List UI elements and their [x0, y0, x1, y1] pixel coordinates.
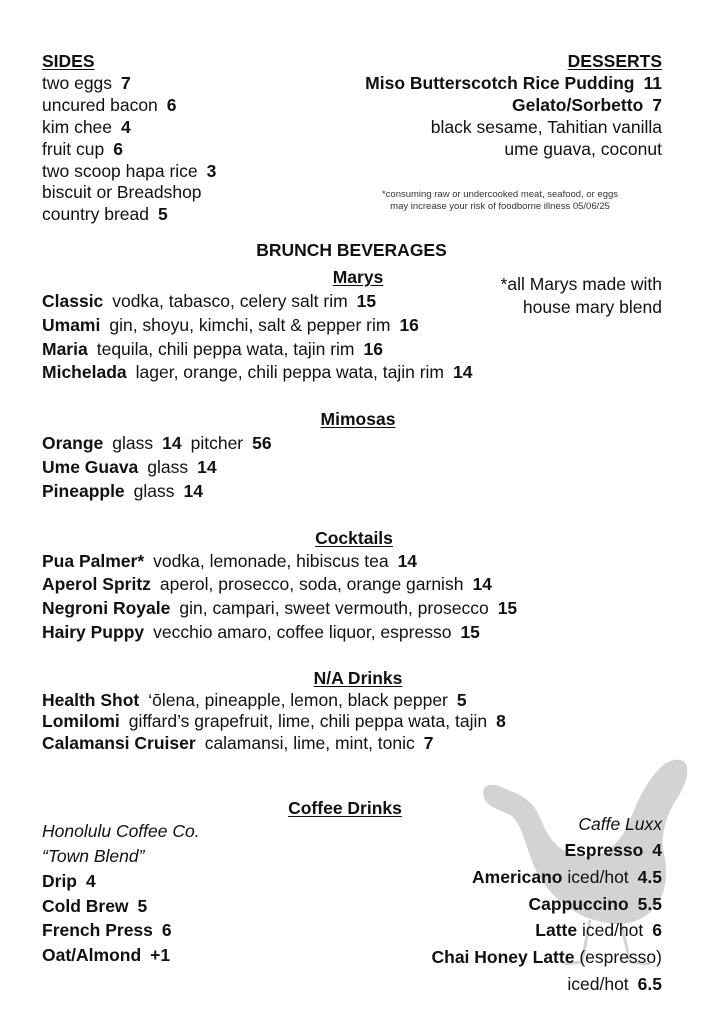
dessert-flavors: ume guava, coconut	[504, 139, 662, 159]
brunch-beverages-title: BRUNCH BEVERAGES	[256, 240, 447, 260]
cocktails-title: Cocktails	[315, 528, 393, 548]
menu-item: Negroni Royale gin, campari, sweet vermouth, prosecco 15	[42, 598, 518, 618]
menu-item: Americano iced/hot 4.5	[472, 867, 662, 887]
menu-item: Latte iced/hot 6	[535, 920, 662, 940]
list-item: two scoop hapa rice 3	[42, 161, 217, 181]
menu-item: Oat/Almond +1	[42, 945, 171, 965]
list-item: biscuit or Breadshop	[42, 182, 202, 202]
coffee-title: Coffee Drinks	[288, 798, 402, 818]
roaster-name: Honolulu Coffee Co.	[42, 821, 200, 841]
sides-title: SIDES	[42, 51, 95, 71]
blend-name: “Town Blend”	[42, 846, 145, 866]
menu-item: Cold Brew 5	[42, 896, 148, 916]
list-item: two eggs 7	[42, 73, 131, 93]
menu-item: Orange glass 14 pitcher 56	[42, 433, 272, 453]
list-item: Gelato/Sorbetto 7	[512, 95, 662, 115]
mimosas-title: Mimosas	[320, 409, 396, 429]
menu-item: Chai Honey Latte (espresso)	[431, 947, 662, 967]
menu-item-price: iced/hot 6.5	[567, 974, 662, 994]
menu-item: Calamansi Cruiser calamansi, lime, mint, tonic 7	[42, 733, 434, 753]
marys-note: house mary blend	[522, 297, 662, 317]
menu-item: Espresso 4	[564, 840, 662, 860]
list-item: uncured bacon 6	[42, 95, 177, 115]
health-disclaimer: *consuming raw or undercooked meat, seafood, or eggs	[381, 189, 619, 200]
desserts-title: DESSERTS	[567, 51, 662, 71]
menu-item: Maria tequila, chili peppa wata, tajin rim 16	[42, 339, 383, 359]
roaster-name: Caffe Luxx	[578, 814, 662, 834]
menu-item: Drip 4	[42, 871, 96, 891]
menu-item: Aperol Spritz aperol, prosecco, soda, orange garnish 14	[42, 574, 492, 594]
menu-item: Cappuccino 5.5	[528, 894, 662, 914]
list-item: fruit cup 6	[42, 139, 123, 159]
menu-item: Michelada lager, orange, chili peppa wata, tajin rim 14	[42, 362, 473, 382]
menu-item: Pineapple glass 14	[42, 481, 203, 501]
menu-item: Hairy Puppy vecchio amaro, coffee liquor, espresso 15	[42, 622, 480, 642]
menu-item: Classic vodka, tabasco, celery salt rim 15	[42, 291, 377, 311]
marys-note: *all Marys made with	[500, 274, 662, 294]
health-disclaimer: may increase your risk of foodborne illness 05/06/25	[390, 201, 610, 212]
menu-item: French Press 6	[42, 920, 172, 940]
menu-item: Umami gin, shoyu, kimchi, salt & pepper rim 16	[42, 315, 419, 335]
dessert-flavors: black sesame, Tahitian vanilla	[430, 117, 662, 137]
list-item: kim chee 4	[42, 117, 131, 137]
menu-item: Pua Palmer* vodka, lemonade, hibiscus tea 14	[42, 551, 418, 571]
menu-item: Ume Guava glass 14	[42, 457, 217, 477]
na-drinks-title: N/A Drinks	[313, 668, 403, 688]
list-item: country bread 5	[42, 204, 168, 224]
menu-item: Health Shot ‘ōlena, pineapple, lemon, black pepper 5	[42, 690, 467, 710]
marys-title: Marys	[332, 267, 384, 287]
menu-item: Lomilomi giffard’s grapefruit, lime, chili peppa wata, tajin 8	[42, 711, 506, 731]
list-item: Miso Butterscotch Rice Pudding 11	[365, 73, 662, 93]
